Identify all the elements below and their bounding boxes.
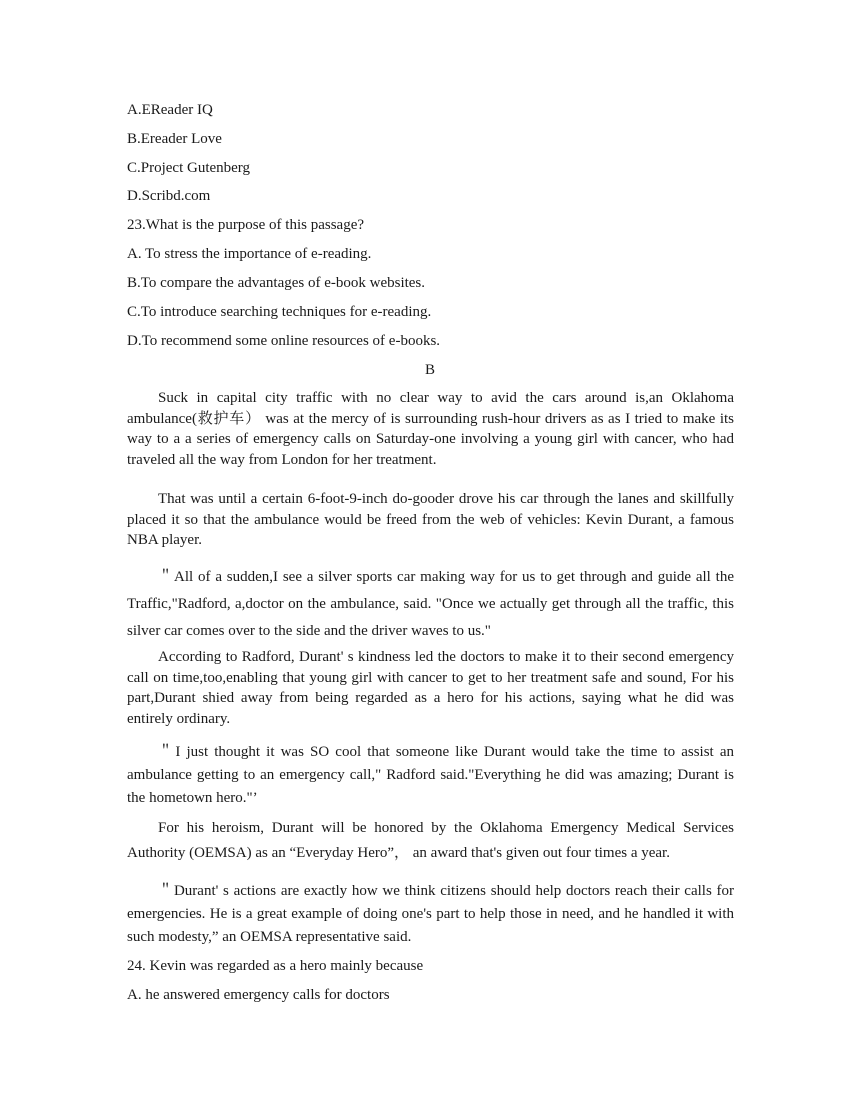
passage-paragraph-1: Suck in capital city traffic with no clear way to avid the cars around is,an Oklahoma ambulance(救护车） was at the mercy of is surrounding rush-hour drivers as as I tried to make its way to a a series of emergency calls on Saturday-one involving a young girl with cancer, who had traveled all the way from London for her treatment. — [127, 390, 734, 468]
option-d-23: D.To recommend some online resources of e-books. — [127, 333, 441, 349]
option-a-22: A.EReader IQ — [127, 102, 213, 118]
section-label: B — [424, 362, 435, 378]
passage-paragraph-4: According to Radford, Durant' s kindness led the doctors to make it to their second emergency call on time,too,enabling that young girl with cancer to get to her treatment safe and sound, For his part,Durant shied away from being regarded as a hero for his actions, saying what he did was entirely ordinary. — [127, 649, 734, 727]
passage-paragraph-3: ＂All of a sudden,I see a silver sports car making way for us to get through and guide all the Traffic,"Radford, a,doctor on the ambulance, said. "Once we actually get through all the traffic, this silver car comes over to the side and the driver waves to us." — [127, 569, 734, 639]
option-c-22: C.Project Gutenberg — [127, 160, 251, 176]
passage-paragraph-7: ＂Durant' s actions are exactly how we think citizens should help doctors reach their calls for emergencies. He is a great example of doing one's part to help those in need, and he handled it with such modesty,” an OEMSA representative said. — [127, 883, 734, 945]
option-d-22: D.Scribd.com — [127, 188, 211, 204]
question-24: 24. Kevin was regarded as a hero mainly because — [127, 958, 424, 974]
question-23: 23.What is the purpose of this passage? — [127, 217, 365, 233]
passage-paragraph-5: ＂I just thought it was SO cool that someone like Durant would take the time to assist an ambulance getting to an emergency call," Radford said."Everything he did was amazing; Durant is the hometown hero."’ — [127, 744, 734, 806]
option-a-23: A. To stress the importance of e-reading. — [127, 246, 372, 262]
passage-paragraph-2: That was until a certain 6-foot-9-inch do-gooder drove his car through the lanes and skillfully placed it so that the ambulance would be freed from the web of vehicles: Kevin Durant, a famous NBA player. — [127, 491, 734, 548]
option-b-23: B.To compare the advantages of e-book websites. — [127, 275, 426, 291]
option-b-22: B.Ereader Love — [127, 131, 222, 147]
option-c-23: C.To introduce searching techniques for e-reading. — [127, 304, 432, 320]
option-a-24: A. he answered emergency calls for doctors — [127, 987, 390, 1003]
passage-paragraph-6: For his heroism, Durant will be honored by the Oklahoma Emergency Medical Services Authority (OEMSA) as an “Everyday Hero”， an award that's given out four times a year. — [127, 820, 734, 861]
